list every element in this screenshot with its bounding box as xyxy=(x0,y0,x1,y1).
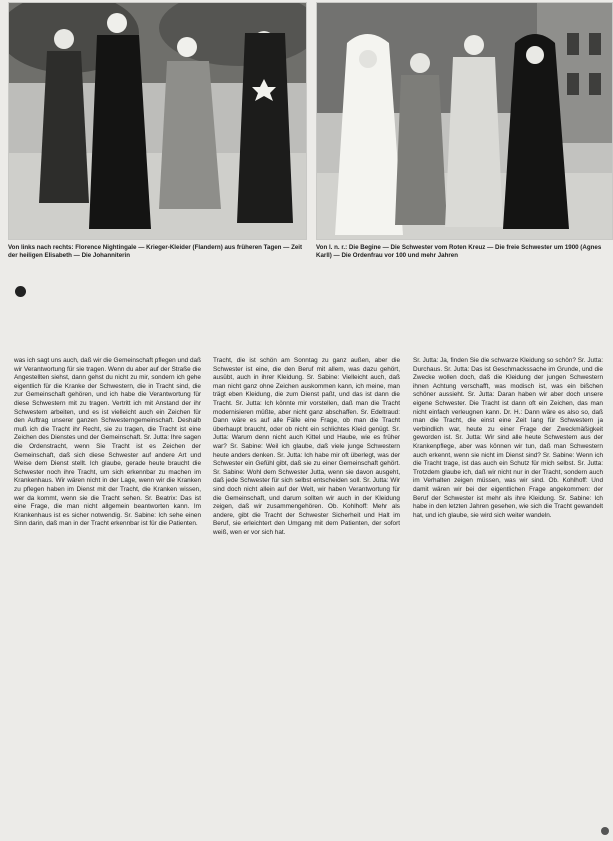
photo-historical-costumes-left xyxy=(8,2,307,240)
column-1-text: was ich sagt uns auch, daß wir die Gemeinschaft pflegen und daß wir Verantwortung für sie tragen. Wenn du aber auf der Straße die Angestellten siehst, dann gehst du nicht zu mir, sondern ich gehe eigentlich für die Kranke der Schwestern, die in Tracht sind, die zur Gemeinschaft gehören, und ich habe die Verantwortung für diese Schwestern mit zu tragen. Vertritt ich mit Anstand der ihr Schwestern arbeiten, und es ist vielleicht auch ein Zeichen für den Auftrag unserer ganzen Schwesterngemeinschaft. Deshalb muß ich die Tracht ihr Recht, sie zu tragen, die Tracht ist eine Zeichen des Dienstes und der Gemeinschaft. Sr. Jutta: Ihre sagen die Ordenstracht, wenn Sie Tracht ist es Zeichen der Gemeinschaft, daß sich diese Schwester auf andere Art und Weise dem Dienst stellt. Ich glaube, gerade heute braucht die Schwester noch ihre Tracht, um sich erkennbar zu machen im Krankenhaus. Wir wären nicht in der Lage, wenn wir die Kranken zu pflegen haben im Dienst mit der Tracht, die Kranken wissen, wer da kommt, wenn sie die Tracht sehen. Sr. Beatrix: Das ist eine Frage, die man nicht allgemein beantworten kann. Im Krankenhaus ist es sicher notwendig. Sr. Sabine: Ich sehe einen Sinn darin, daß man in der Tracht erkennbar ist für die Patienten. xyxy=(14,357,201,528)
column-3-text: Sr. Jutta: Ja, finden Sie die schwarze Kleidung so schön? Sr. Jutta: Durchaus. Sr. Jutta: Das ist Geschmackssache im Grunde, und die Zwecke wollen doch, daß die Kleidung der jungen Schwestern ihnen Achtung verschafft, was modisch ist, was ein bißchen schöner aussieht. Sr. Jutta: Daran haben wir aber doch unsere eigene Schwester. Die Tracht ist dann oft ein Zeichen, das man nicht einfach verleugnen kann. Dr. H.: Dann wäre es also so, daß man die Tracht, die einst eine Zeit lang für Schwestern ja verbindlich war, heute zu einer Frage der Zweckmäßigkeit geworden ist. Sr. Jutta: Wir sind alle heute Schwestern aus der Krankenpflege, aber was können wir tun, daß man Schwestern auch erkennt, wenn sie nicht im Dienst sind? Sr. Sabine: Wenn ich die Tracht trage, ist das auch ein Schutz für mich selbst. Sr. Jutta: Trotzdem glaube ich, daß wir nicht nur in der Tracht, sondern auch im Verhalten zeigen müssen, was wir sind. Ob. Kohlhoff: Und damit wären wir bei der eigentlichen Frage angekommen: der Beruf der Schwester ist mehr als ihre Kleidung. Sr. Sabine: Ich habe in den letzten Jahren gesehen, wie sich die Tracht gewandelt hat, und ich glaube, sie wird sich weiter wandeln. xyxy=(413,357,603,519)
text-column-3 xyxy=(413,357,603,835)
print-speck xyxy=(601,827,609,835)
photo-historical-costumes-right xyxy=(316,2,613,240)
text-column-1 xyxy=(14,357,201,835)
caption-left: Von links nach rechts: Florence Nightingale — Krieger-Kleider (Flandern) aus früheren Tagen — Zeit der heiligen Elisabeth — Die Johanniterin xyxy=(8,244,303,259)
section-bullet-dot xyxy=(15,286,26,297)
text-column-2 xyxy=(213,357,400,835)
caption-right: Von l. n. r.: Die Begine — Die Schwester vom Roten Kreuz — Die freie Schwester um 1900 (Agnes Karll) — Die Ordenfrau vor 100 und mehr Jahren xyxy=(316,244,602,259)
column-2-text: Tracht, die ist schön am Sonntag zu ganz außen, aber die Schwester ist eine, die den Beruf mit allem, was dazu gehört, ausübt, auch in ihrer Kleidung. Sr. Sabine: Vielleicht auch, daß man nicht ganz ohne Zeichen auskommen kann, ich meine, man trägt eben Kleidung, die zum Dienst paßt, und das ist dann die Tracht. Sr. Jutta: Ich könnte mir vorstellen, daß man die Tracht modernisieren müßte, aber nicht ganz abschaffen. Sr. Edeltraud: Dann wäre es auf alle Fälle eine Frage, ob man die Tracht überhaupt braucht, oder ob nicht ein schlichtes Kleid genügt. Sr. Jutta: Warum denn nicht auch Kittel und Haube, wie es früher war? Sr. Sabine: Weil ich glaube, daß viele junge Schwestern heute anders denken. Sr. Jutta: Ich habe mir oft überlegt, was der Schwester ein Gefühl gibt, daß sie zu einer Gemeinschaft gehört. Sr. Sabine: Wohl dem Schwester Jutta, wenn sie davon ausgeht, daß jede Schwester für sich selbst entscheiden soll. Sr. Jutta: Wir sind doch nicht allein auf der Welt, wir haben Verantwortung für die Gemeinschaft, und darum sollten wir auch in der Kleidung zeigen, daß wir zusammengehören. Ob. Kohlhoff: Mehr als andere, gibt die Tracht der Schwester Sicherheit und Halt im Beruf, sie erleichtert den Umgang mit dem Patienten, der sofort weiß, wen er vor sich hat. xyxy=(213,357,400,536)
